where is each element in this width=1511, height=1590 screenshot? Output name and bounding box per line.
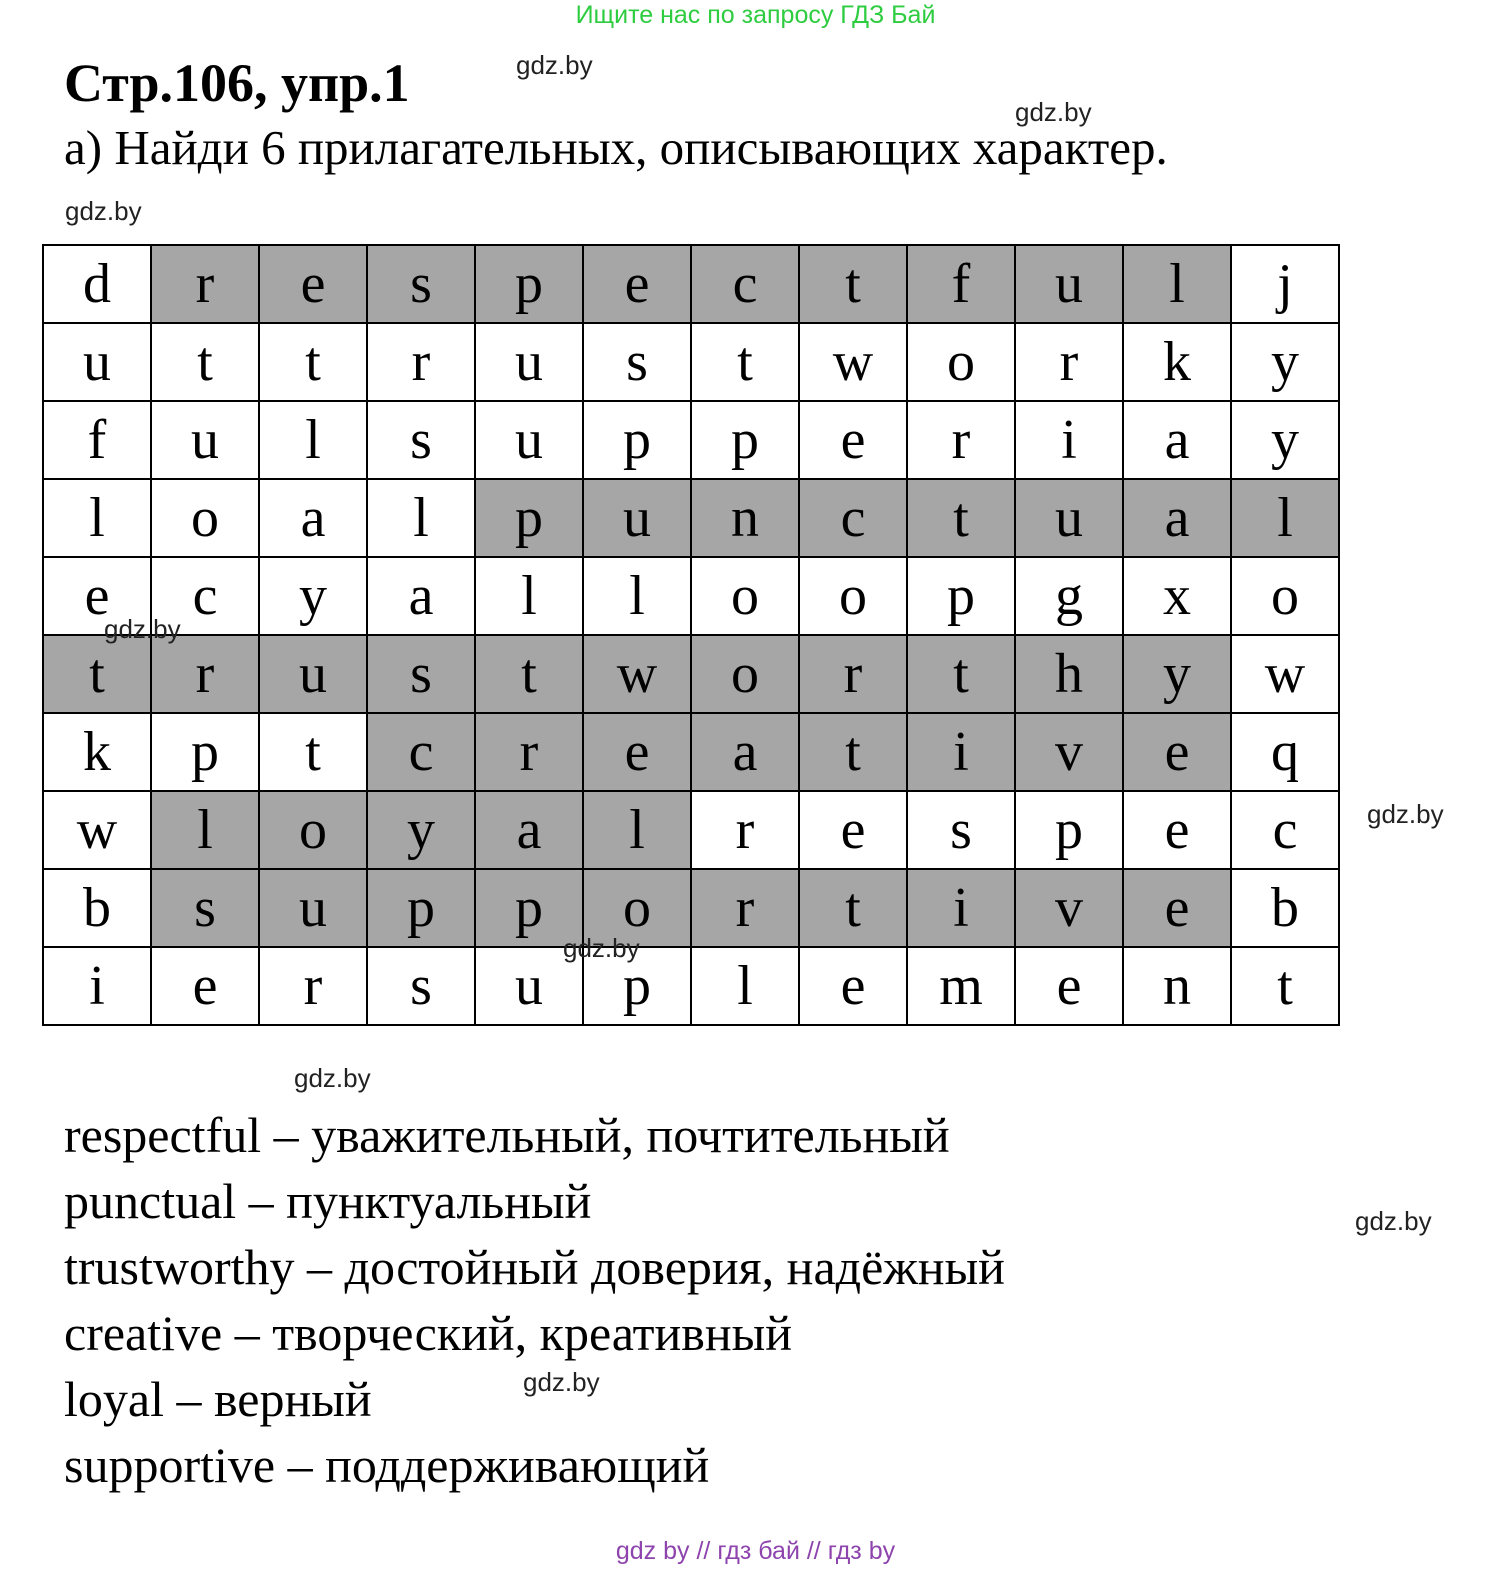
grid-row bbox=[43, 479, 1339, 557]
watermark: gdz.by bbox=[516, 50, 593, 80]
grid-cell: i bbox=[1015, 401, 1123, 479]
grid-cell: r bbox=[691, 791, 799, 869]
grid-cell: c bbox=[1231, 791, 1339, 869]
grid-cell: r bbox=[691, 869, 799, 947]
grid-cell: t bbox=[691, 323, 799, 401]
answer-line: loyal – верный bbox=[64, 1371, 372, 1427]
grid-cell: s bbox=[367, 401, 475, 479]
footer-links[interactable]: gdz by // гдз бай // гдз by bbox=[615, 1537, 896, 1565]
grid-cell: p bbox=[475, 869, 583, 947]
answer-line: supportive – поддерживающий bbox=[64, 1437, 710, 1493]
grid-cell: p bbox=[583, 401, 691, 479]
grid-cell: s bbox=[367, 635, 475, 713]
grid-cell: e bbox=[583, 245, 691, 323]
grid-cell: e bbox=[1015, 947, 1123, 1025]
grid-cell: r bbox=[799, 635, 907, 713]
grid-row bbox=[43, 869, 1339, 947]
grid-cell: t bbox=[1231, 947, 1339, 1025]
grid-cell: e bbox=[43, 557, 151, 635]
grid-cell: u bbox=[151, 401, 259, 479]
grid-cell: s bbox=[367, 245, 475, 323]
grid-row bbox=[43, 713, 1339, 791]
grid-cell: t bbox=[475, 635, 583, 713]
grid-cell: p bbox=[475, 479, 583, 557]
grid-cell: a bbox=[367, 557, 475, 635]
grid-cell: e bbox=[583, 713, 691, 791]
grid-cell: g bbox=[1015, 557, 1123, 635]
grid-cell: e bbox=[1123, 791, 1231, 869]
grid-cell: o bbox=[1231, 557, 1339, 635]
grid-cell: f bbox=[907, 245, 1015, 323]
grid-cell: y bbox=[259, 557, 367, 635]
grid-cell: a bbox=[691, 713, 799, 791]
grid-cell: u bbox=[259, 635, 367, 713]
grid-cell: r bbox=[1015, 323, 1123, 401]
grid-cell: k bbox=[1123, 323, 1231, 401]
grid-cell: y bbox=[1123, 635, 1231, 713]
grid-cell: r bbox=[151, 245, 259, 323]
grid-cell: w bbox=[799, 323, 907, 401]
grid-row bbox=[43, 401, 1339, 479]
grid-cell: o bbox=[583, 869, 691, 947]
grid-cell: q bbox=[1231, 713, 1339, 791]
grid-row bbox=[43, 557, 1339, 635]
exercise-task: а) Найди 6 прилагательных, описывающих характер. bbox=[64, 120, 1168, 175]
grid-cell: t bbox=[799, 869, 907, 947]
grid-cell: p bbox=[151, 713, 259, 791]
grid-cell: t bbox=[259, 323, 367, 401]
grid-cell: r bbox=[907, 401, 1015, 479]
grid-cell: t bbox=[151, 323, 259, 401]
grid-cell: u bbox=[1015, 479, 1123, 557]
grid-cell: p bbox=[907, 557, 1015, 635]
answer-line: trustworthy – достойный доверия, надёжный bbox=[64, 1239, 1005, 1295]
grid-cell: e bbox=[1123, 869, 1231, 947]
grid-cell: h bbox=[1015, 635, 1123, 713]
grid-cell: b bbox=[1231, 869, 1339, 947]
grid-cell: u bbox=[583, 479, 691, 557]
grid-cell: a bbox=[259, 479, 367, 557]
grid-cell: u bbox=[259, 869, 367, 947]
grid-cell: o bbox=[691, 635, 799, 713]
grid-cell: y bbox=[367, 791, 475, 869]
grid-cell: w bbox=[583, 635, 691, 713]
grid-cell: r bbox=[367, 323, 475, 401]
grid-cell: l bbox=[43, 479, 151, 557]
grid-cell: x bbox=[1123, 557, 1231, 635]
grid-cell: i bbox=[907, 869, 1015, 947]
watermark: gdz.by bbox=[65, 196, 142, 226]
grid-cell: u bbox=[1015, 245, 1123, 323]
grid-row bbox=[43, 947, 1339, 1025]
grid-cell: o bbox=[691, 557, 799, 635]
grid-row bbox=[43, 791, 1339, 869]
grid-cell: p bbox=[691, 401, 799, 479]
grid-cell: u bbox=[43, 323, 151, 401]
grid-cell: d bbox=[43, 245, 151, 323]
grid-row bbox=[43, 635, 1339, 713]
watermark: gdz.by bbox=[1367, 799, 1444, 829]
grid-cell: j bbox=[1231, 245, 1339, 323]
grid-cell: i bbox=[43, 947, 151, 1025]
grid-cell: r bbox=[151, 635, 259, 713]
page-title: Стр.106, упр.1 bbox=[64, 53, 410, 113]
grid-cell: p bbox=[475, 245, 583, 323]
watermark: gdz.by bbox=[294, 1063, 371, 1093]
answer-line: respectful – уважительный, почтительный bbox=[64, 1107, 950, 1163]
watermark: gdz.by bbox=[104, 614, 181, 644]
top-banner-link[interactable]: Ищите нас по запросу ГДЗ Бай bbox=[575, 1, 936, 29]
grid-cell: l bbox=[1123, 245, 1231, 323]
grid-cell: y bbox=[1231, 323, 1339, 401]
grid-cell: a bbox=[1123, 479, 1231, 557]
grid-cell: e bbox=[799, 947, 907, 1025]
grid-cell: t bbox=[799, 245, 907, 323]
grid-cell: c bbox=[691, 245, 799, 323]
grid-cell: t bbox=[799, 713, 907, 791]
grid-cell: l bbox=[151, 791, 259, 869]
grid-cell: p bbox=[583, 947, 691, 1025]
grid-cell: t bbox=[907, 635, 1015, 713]
grid-cell: e bbox=[151, 947, 259, 1025]
grid-cell: s bbox=[151, 869, 259, 947]
grid-cell: u bbox=[475, 401, 583, 479]
watermark: gdz.by bbox=[1355, 1206, 1432, 1236]
grid-cell: p bbox=[367, 869, 475, 947]
grid-cell: l bbox=[1231, 479, 1339, 557]
grid-cell: o bbox=[151, 479, 259, 557]
grid-cell: v bbox=[1015, 713, 1123, 791]
grid-cell: p bbox=[1015, 791, 1123, 869]
grid-row bbox=[43, 323, 1339, 401]
grid-cell: i bbox=[907, 713, 1015, 791]
grid-cell: k bbox=[43, 713, 151, 791]
grid-cell: e bbox=[799, 401, 907, 479]
grid-cell: l bbox=[475, 557, 583, 635]
grid-cell: a bbox=[1123, 401, 1231, 479]
answer-line: punctual – пунктуальный bbox=[64, 1173, 592, 1229]
grid-cell: m bbox=[907, 947, 1015, 1025]
grid-cell: e bbox=[259, 245, 367, 323]
grid-cell: f bbox=[43, 401, 151, 479]
answer-line: creative – творческий, креативный bbox=[64, 1305, 792, 1361]
grid-cell: v bbox=[1015, 869, 1123, 947]
grid-cell: t bbox=[259, 713, 367, 791]
grid-cell: l bbox=[583, 557, 691, 635]
grid-cell: o bbox=[907, 323, 1015, 401]
grid-cell: r bbox=[475, 713, 583, 791]
watermark: gdz.by bbox=[523, 1367, 600, 1397]
grid-cell: s bbox=[583, 323, 691, 401]
grid-cell: r bbox=[259, 947, 367, 1025]
grid-cell: t bbox=[907, 479, 1015, 557]
answer-list bbox=[64, 1102, 1005, 1498]
grid-cell: a bbox=[475, 791, 583, 869]
grid-cell: c bbox=[367, 713, 475, 791]
grid-row bbox=[43, 245, 1339, 323]
grid-cell: b bbox=[43, 869, 151, 947]
grid-cell: e bbox=[799, 791, 907, 869]
grid-cell: o bbox=[799, 557, 907, 635]
grid-cell: l bbox=[259, 401, 367, 479]
grid-cell: s bbox=[367, 947, 475, 1025]
grid-cell: e bbox=[1123, 713, 1231, 791]
grid-cell: w bbox=[43, 791, 151, 869]
grid-cell: w bbox=[1231, 635, 1339, 713]
grid-cell: t bbox=[43, 635, 151, 713]
grid-cell: y bbox=[1231, 401, 1339, 479]
grid-cell: s bbox=[907, 791, 1015, 869]
grid-cell: o bbox=[259, 791, 367, 869]
watermark: gdz.by bbox=[563, 933, 640, 963]
grid-cell: n bbox=[691, 479, 799, 557]
grid-cell: u bbox=[475, 323, 583, 401]
grid-cell: c bbox=[151, 557, 259, 635]
grid-cell: l bbox=[367, 479, 475, 557]
grid-cell: n bbox=[1123, 947, 1231, 1025]
grid-cell: u bbox=[475, 947, 583, 1025]
grid-cell: l bbox=[583, 791, 691, 869]
grid-cell: c bbox=[799, 479, 907, 557]
watermark: gdz.by bbox=[1015, 97, 1092, 127]
grid-cell: l bbox=[691, 947, 799, 1025]
word-search-grid bbox=[42, 244, 1340, 1026]
